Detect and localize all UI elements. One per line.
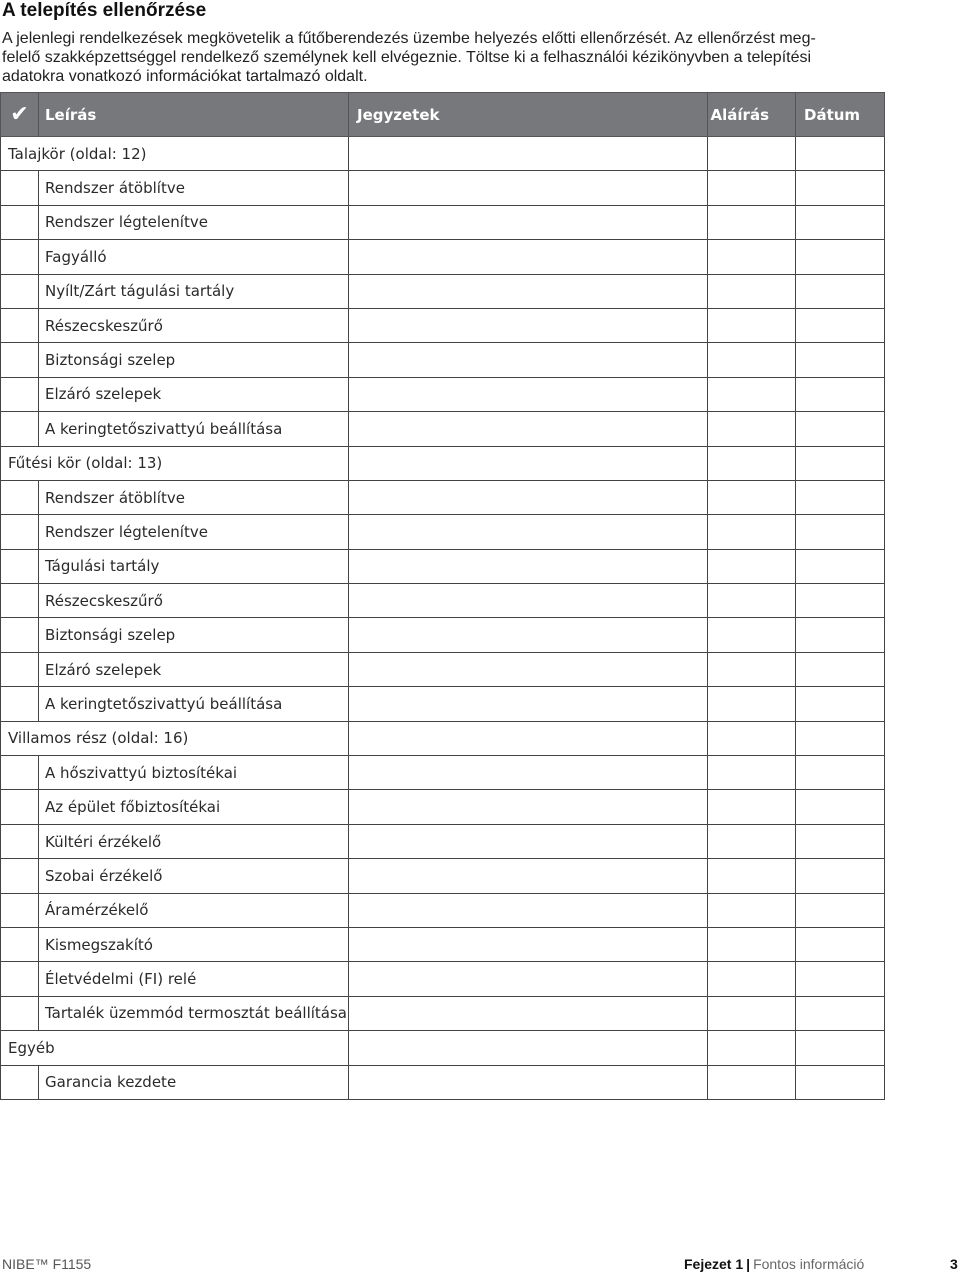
signature-cell[interactable] (708, 687, 796, 721)
notes-cell[interactable] (349, 549, 708, 583)
notes-cell[interactable] (349, 377, 708, 411)
date-cell[interactable] (796, 171, 885, 205)
date-cell[interactable] (796, 137, 885, 171)
check-cell[interactable] (1, 996, 39, 1030)
checklist-row (1, 893, 885, 927)
notes-cell[interactable] (349, 790, 708, 824)
checklist-row (1, 412, 885, 446)
checklist-row (1, 308, 885, 342)
item-label: Életvédelmi (FI) relé (39, 962, 349, 996)
notes-cell[interactable] (349, 927, 708, 961)
date-cell[interactable] (796, 927, 885, 961)
check-cell[interactable] (1, 962, 39, 996)
item-label: Áramérzékelő (39, 893, 349, 927)
section-row (1, 137, 885, 171)
checklist-row (1, 996, 885, 1030)
signature-cell[interactable] (708, 274, 796, 308)
signature-cell[interactable] (708, 1065, 796, 1099)
footer-separator: | (746, 1256, 751, 1272)
notes-cell[interactable] (349, 274, 708, 308)
item-label: A keringtetőszivattyú beállítása (39, 687, 349, 721)
check-cell[interactable] (1, 515, 39, 549)
check-cell[interactable] (1, 652, 39, 686)
checklist-row (1, 377, 885, 411)
signature-cell[interactable] (708, 790, 796, 824)
checklist-row (1, 515, 885, 549)
item-label: Nyílt/Zárt tágulási tartály (39, 274, 349, 308)
header-signature: Aláírás (708, 93, 796, 137)
date-cell[interactable] (796, 274, 885, 308)
table-header-row (1, 93, 885, 137)
check-cell[interactable] (1, 549, 39, 583)
item-label: A keringtetőszivattyú beállítása (39, 412, 349, 446)
section-label: Talajkör (oldal: 12) (1, 137, 349, 171)
check-cell[interactable] (1, 584, 39, 618)
checklist-row (1, 274, 885, 308)
section-row (1, 446, 885, 480)
notes-cell[interactable] (349, 480, 708, 514)
intro-paragraph (2, 29, 882, 86)
notes-cell[interactable] (349, 756, 708, 790)
item-label: Rendszer átöblítve (39, 171, 349, 205)
checklist-row (1, 618, 885, 652)
checklist-row (1, 480, 885, 514)
signature-cell[interactable] (708, 721, 796, 755)
item-label: Biztonsági szelep (39, 618, 349, 652)
date-cell[interactable] (796, 1031, 885, 1065)
notes-cell[interactable] (349, 446, 708, 480)
check-cell[interactable] (1, 859, 39, 893)
date-cell[interactable] (796, 687, 885, 721)
notes-cell[interactable] (349, 584, 708, 618)
notes-cell[interactable] (349, 205, 708, 239)
date-cell[interactable] (796, 721, 885, 755)
section-row (1, 721, 885, 755)
item-label: Kismegszakító (39, 927, 349, 961)
signature-cell[interactable] (708, 618, 796, 652)
item-label: Szobai érzékelő (39, 859, 349, 893)
item-label: Kültéri érzékelő (39, 824, 349, 858)
notes-cell[interactable] (349, 824, 708, 858)
intro-line: adatokra vonatkozó információkat tartalmazó oldalt. (2, 68, 368, 85)
check-cell[interactable] (1, 927, 39, 961)
signature-cell[interactable] (708, 996, 796, 1030)
header-notes: Jegyzetek (349, 93, 708, 137)
notes-cell[interactable] (349, 171, 708, 205)
item-label: Biztonsági szelep (39, 343, 349, 377)
date-cell[interactable] (796, 996, 885, 1030)
check-cell[interactable] (1, 480, 39, 514)
notes-cell[interactable] (349, 1065, 708, 1099)
date-cell[interactable] (796, 618, 885, 652)
notes-cell[interactable] (349, 618, 708, 652)
check-cell[interactable] (1, 308, 39, 342)
check-cell[interactable] (1, 824, 39, 858)
check-cell[interactable] (1, 171, 39, 205)
signature-cell[interactable] (708, 412, 796, 446)
checklist-row (1, 859, 885, 893)
check-cell[interactable] (1, 756, 39, 790)
check-cell[interactable] (1, 1065, 39, 1099)
signature-cell[interactable] (708, 927, 796, 961)
notes-cell[interactable] (349, 721, 708, 755)
item-label: Garancia kezdete (39, 1065, 349, 1099)
signature-cell[interactable] (708, 480, 796, 514)
date-cell[interactable] (796, 515, 885, 549)
item-label: Elzáró szelepek (39, 652, 349, 686)
notes-cell[interactable] (349, 859, 708, 893)
signature-cell[interactable] (708, 549, 796, 583)
signature-cell[interactable] (708, 756, 796, 790)
signature-cell[interactable] (708, 652, 796, 686)
checklist-row (1, 240, 885, 274)
signature-cell[interactable] (708, 205, 796, 239)
item-label: Elzáró szelepek (39, 377, 349, 411)
notes-cell[interactable] (349, 515, 708, 549)
date-cell[interactable] (796, 756, 885, 790)
item-label: Részecskeszűrő (39, 584, 349, 618)
installation-checklist-table (0, 92, 885, 1100)
footer-product: NIBE™ F1155 (2, 1256, 92, 1272)
signature-cell[interactable] (708, 893, 796, 927)
notes-cell[interactable] (349, 652, 708, 686)
signature-cell[interactable] (708, 137, 796, 171)
intro-line: A jelenlegi rendelkezések megkövetelik a fűtőberendezés üzembe helyezés előtti ellenőrzését. Az ellenőrzést meg- (2, 30, 816, 47)
item-label: Tágulási tartály (39, 549, 349, 583)
check-cell[interactable] (1, 377, 39, 411)
signature-cell[interactable] (708, 446, 796, 480)
checklist-row (1, 756, 885, 790)
signature-cell[interactable] (708, 584, 796, 618)
date-cell[interactable] (796, 824, 885, 858)
date-cell[interactable] (796, 343, 885, 377)
footer-chapter: Fejezet 1 (684, 1256, 744, 1272)
checklist-row (1, 962, 885, 996)
date-cell[interactable] (796, 480, 885, 514)
checklist-row (1, 205, 885, 239)
notes-cell[interactable] (349, 893, 708, 927)
date-cell[interactable] (796, 446, 885, 480)
check-cell[interactable] (1, 893, 39, 927)
check-cell[interactable] (1, 687, 39, 721)
checklist-row (1, 1065, 885, 1099)
check-cell[interactable] (1, 618, 39, 652)
notes-cell[interactable] (349, 962, 708, 996)
checklist-row (1, 790, 885, 824)
section-label: Fűtési kör (oldal: 13) (1, 446, 349, 480)
notes-cell[interactable] (349, 412, 708, 446)
date-cell[interactable] (796, 549, 885, 583)
date-cell[interactable] (796, 205, 885, 239)
date-cell[interactable] (796, 1065, 885, 1099)
date-cell[interactable] (796, 790, 885, 824)
item-label: Rendszer légtelenítve (39, 515, 349, 549)
notes-cell[interactable] (349, 343, 708, 377)
footer-section: Fontos információ (753, 1256, 865, 1272)
signature-cell[interactable] (708, 377, 796, 411)
checklist-body (1, 137, 885, 1100)
notes-cell[interactable] (349, 240, 708, 274)
check-cell[interactable] (1, 240, 39, 274)
signature-cell[interactable] (708, 515, 796, 549)
signature-cell[interactable] (708, 308, 796, 342)
signature-cell[interactable] (708, 1031, 796, 1065)
item-label: A hőszivattyú biztosítékai (39, 756, 349, 790)
signature-cell[interactable] (708, 962, 796, 996)
date-cell[interactable] (796, 240, 885, 274)
check-cell[interactable] (1, 343, 39, 377)
intro-line: felelő szakképzettséggel rendelkező személynek kell elvégeznie. Töltse ki a felhasználói kézikönyvben a telepítési (2, 49, 812, 66)
date-cell[interactable] (796, 859, 885, 893)
date-cell[interactable] (796, 893, 885, 927)
notes-cell[interactable] (349, 996, 708, 1030)
check-cell[interactable] (1, 412, 39, 446)
checklist-row (1, 824, 885, 858)
date-cell[interactable] (796, 584, 885, 618)
check-cell[interactable] (1, 790, 39, 824)
date-cell[interactable] (796, 308, 885, 342)
signature-cell[interactable] (708, 859, 796, 893)
signature-cell[interactable] (708, 343, 796, 377)
checklist-row (1, 652, 885, 686)
check-cell[interactable] (1, 274, 39, 308)
date-cell[interactable] (796, 962, 885, 996)
date-cell[interactable] (796, 377, 885, 411)
item-label: Rendszer légtelenítve (39, 205, 349, 239)
checklist-row (1, 584, 885, 618)
header-date: Dátum (796, 93, 885, 137)
item-label: Tartalék üzemmód termosztát beállítása (39, 996, 349, 1030)
checklist-row (1, 343, 885, 377)
checklist-row (1, 927, 885, 961)
footer-chapter-info (684, 1256, 864, 1272)
check-cell[interactable] (1, 205, 39, 239)
checklist-row (1, 687, 885, 721)
date-cell[interactable] (796, 652, 885, 686)
section-label: Egyéb (1, 1031, 349, 1065)
header-description: Leírás (39, 93, 349, 137)
item-label: Részecskeszűrő (39, 308, 349, 342)
item-label: Az épület főbiztosítékai (39, 790, 349, 824)
notes-cell[interactable] (349, 687, 708, 721)
item-label: Rendszer átöblítve (39, 480, 349, 514)
notes-cell[interactable] (349, 308, 708, 342)
section-row (1, 1031, 885, 1065)
checkmark-icon: ✔ (1, 93, 39, 137)
signature-cell[interactable] (708, 171, 796, 205)
footer-page-number: 3 (950, 1256, 958, 1272)
checklist-row (1, 171, 885, 205)
checklist-row (1, 549, 885, 583)
signature-cell[interactable] (708, 240, 796, 274)
notes-cell[interactable] (349, 137, 708, 171)
item-label: Fagyálló (39, 240, 349, 274)
notes-cell[interactable] (349, 1031, 708, 1065)
page-title: A telepítés ellenőrzése (2, 0, 207, 21)
date-cell[interactable] (796, 412, 885, 446)
section-label: Villamos rész (oldal: 16) (1, 721, 349, 755)
signature-cell[interactable] (708, 824, 796, 858)
